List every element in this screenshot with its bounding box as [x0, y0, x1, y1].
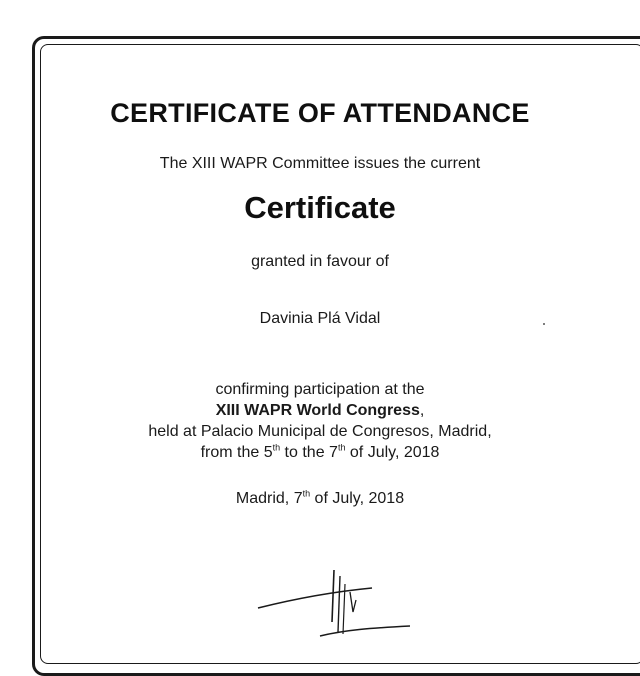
congress-name: XIII WAPR World Congress: [215, 402, 420, 419]
participation-statement: [40, 379, 600, 463]
congress-line: [40, 400, 600, 421]
recipient-name: Davinia Plá Vidal: [259, 310, 381, 327]
dates-prefix: from the 5: [200, 444, 273, 461]
issue-date-prefix: Madrid, 7: [235, 490, 303, 507]
certificate-heading: Certificate: [244, 190, 396, 225]
issuer-line: The XIII WAPR Committee issues the current: [159, 155, 481, 172]
dates-start-sup: th: [272, 442, 281, 453]
signature-image: [250, 562, 420, 640]
venue-line: held at Palacio Municipal de Congresos, Madrid,: [148, 423, 492, 440]
dates-end-sup: th: [337, 442, 346, 453]
dates-line: [40, 442, 600, 463]
issue-date-suffix: of July, 2018: [310, 490, 405, 507]
issue-date: [40, 490, 600, 508]
confirming-line: confirming participation at the: [215, 381, 425, 398]
dates-middle: to the 7: [280, 444, 338, 461]
granted-line: granted in favour of: [251, 253, 389, 270]
congress-suffix: ,: [419, 402, 425, 419]
certificate-title: CERTIFICATE OF ATTENDANCE: [110, 98, 530, 128]
scan-speck: [543, 323, 545, 325]
issue-date-sup: th: [302, 488, 311, 499]
dates-suffix: of July, 2018: [345, 444, 440, 461]
